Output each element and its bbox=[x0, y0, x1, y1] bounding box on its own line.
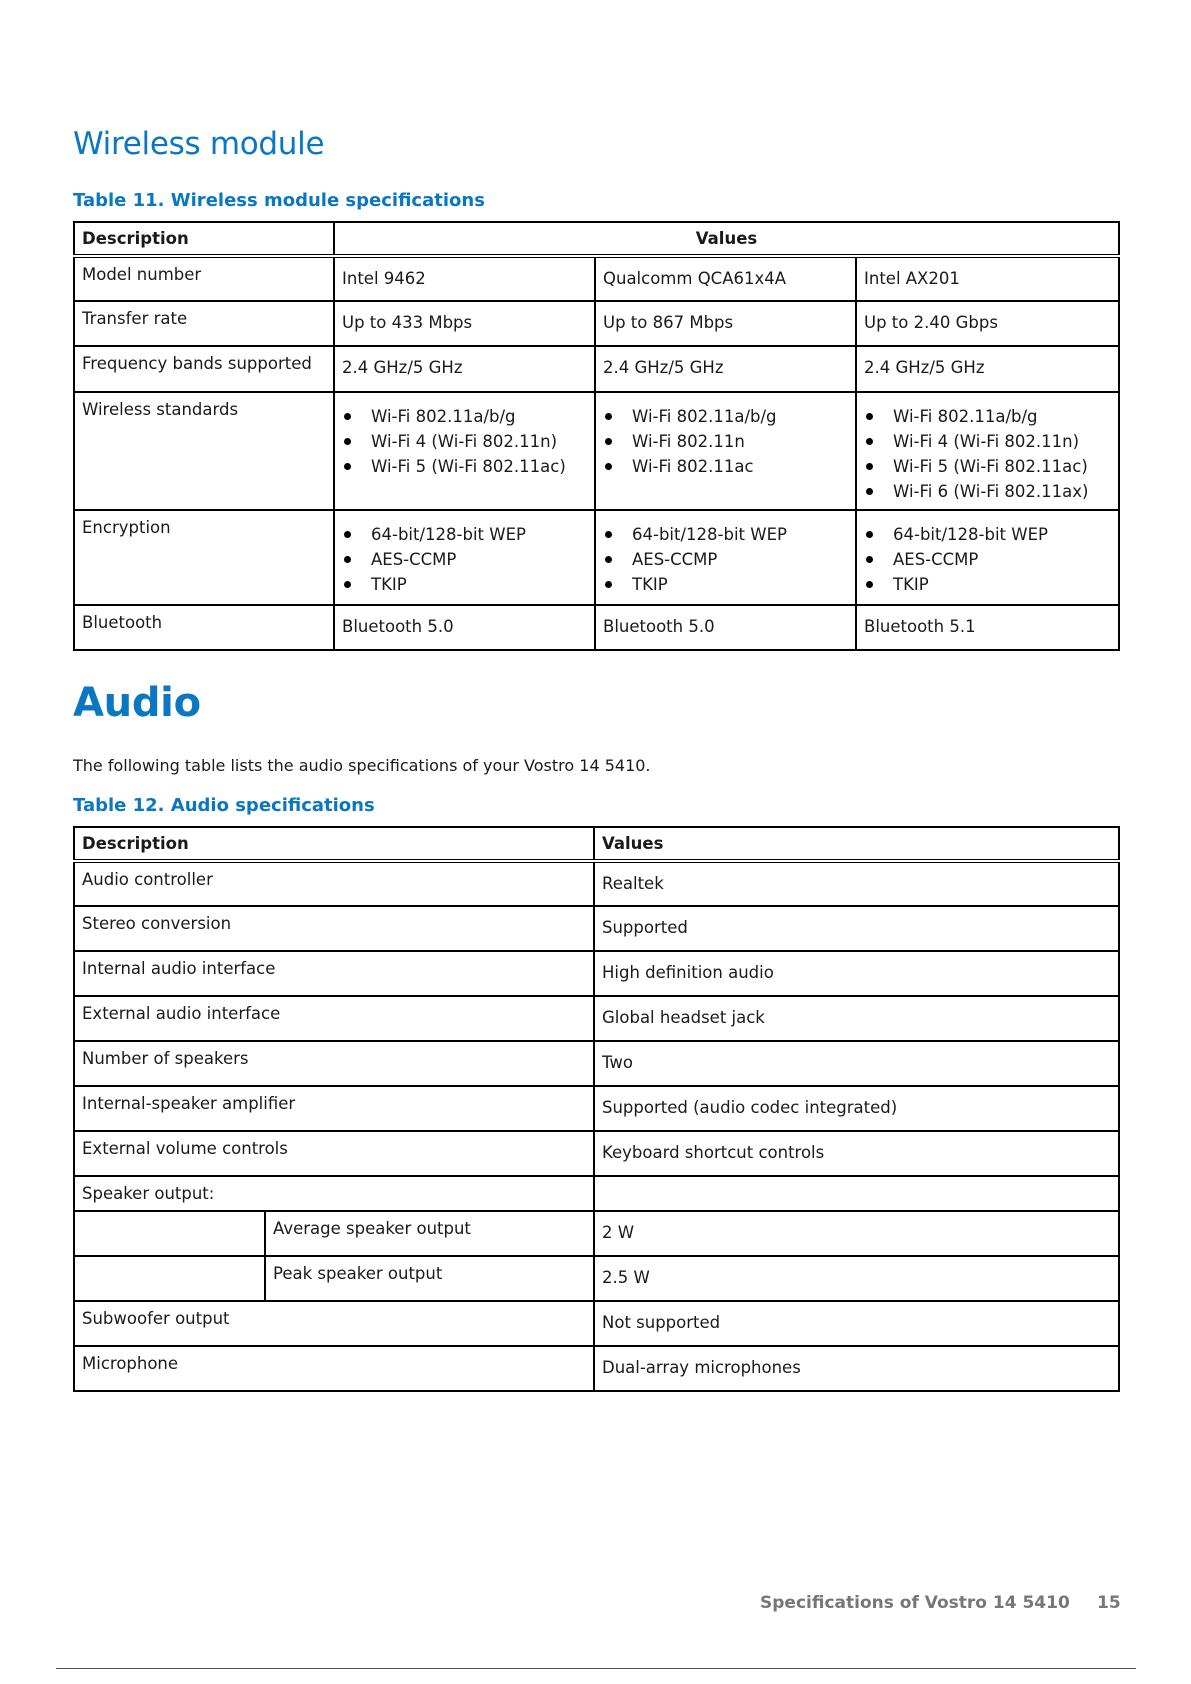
bullet-item: Wi-Fi 5 (Wi-Fi 802.11ac) bbox=[864, 454, 1111, 479]
bullet-item: TKIP bbox=[603, 572, 848, 597]
row-value: Keyboard shortcut controls bbox=[594, 1131, 1119, 1176]
row-value bbox=[594, 1176, 1119, 1211]
row-value bbox=[334, 392, 595, 510]
row-value bbox=[595, 392, 856, 510]
bullet-item: TKIP bbox=[342, 572, 587, 597]
footer-divider bbox=[56, 1668, 1136, 1669]
bullet-list bbox=[864, 522, 1111, 597]
table-header-row bbox=[74, 222, 1119, 256]
row-value: Up to 2.40 Gbps bbox=[856, 301, 1119, 346]
row-value: Dual-array microphones bbox=[594, 1346, 1119, 1391]
wireless-table-caption: Table 11. Wireless module specifications bbox=[73, 190, 485, 211]
footer-section-title: Specifications of Vostro 14 5410 bbox=[760, 1593, 1070, 1613]
row-label: Subwoofer output bbox=[74, 1301, 594, 1346]
table-row bbox=[74, 605, 1119, 650]
row-label: Bluetooth bbox=[74, 605, 334, 650]
bullet-list bbox=[864, 404, 1111, 504]
audio-spec-table bbox=[73, 826, 1120, 1392]
empty-cell bbox=[74, 1211, 265, 1256]
table-header-row bbox=[74, 827, 1119, 861]
table-row bbox=[74, 1041, 1119, 1086]
row-value: Bluetooth 5.0 bbox=[334, 605, 595, 650]
description-header: Description bbox=[74, 222, 334, 256]
table-row bbox=[74, 1131, 1119, 1176]
row-label: Internal-speaker amplifier bbox=[74, 1086, 594, 1131]
row-value: High definition audio bbox=[594, 951, 1119, 996]
empty-cell bbox=[74, 1256, 265, 1301]
table-row bbox=[74, 951, 1119, 996]
table-row bbox=[74, 1346, 1119, 1391]
row-label: Peak speaker output bbox=[265, 1256, 594, 1301]
table-row bbox=[74, 301, 1119, 346]
values-header: Values bbox=[594, 827, 1119, 861]
row-value: 2.4 GHz/5 GHz bbox=[595, 346, 856, 392]
row-value: Not supported bbox=[594, 1301, 1119, 1346]
table-row bbox=[74, 392, 1119, 510]
bullet-item: Wi-Fi 5 (Wi-Fi 802.11ac) bbox=[342, 454, 587, 479]
bullet-item: Wi-Fi 802.11ac bbox=[603, 454, 848, 479]
row-value: Two bbox=[594, 1041, 1119, 1086]
row-value: Up to 433 Mbps bbox=[334, 301, 595, 346]
page-number: 15 bbox=[1097, 1593, 1121, 1613]
row-value: 2.5 W bbox=[594, 1256, 1119, 1301]
row-label: Number of speakers bbox=[74, 1041, 594, 1086]
row-label: Internal audio interface bbox=[74, 951, 594, 996]
bullet-item: Wi-Fi 4 (Wi-Fi 802.11n) bbox=[864, 429, 1111, 454]
bullet-item: AES-CCMP bbox=[342, 547, 587, 572]
row-value bbox=[856, 392, 1119, 510]
values-header: Values bbox=[334, 222, 1119, 256]
bullet-item: AES-CCMP bbox=[603, 547, 848, 572]
row-label: Wireless standards bbox=[74, 392, 334, 510]
table-row bbox=[74, 1086, 1119, 1131]
bullet-item: Wi-Fi 802.11a/b/g bbox=[603, 404, 848, 429]
bullet-item: 64-bit/128-bit WEP bbox=[603, 522, 848, 547]
row-value bbox=[334, 510, 595, 605]
row-value: 2.4 GHz/5 GHz bbox=[334, 346, 595, 392]
row-label: Frequency bands supported bbox=[74, 346, 334, 392]
row-value: 2.4 GHz/5 GHz bbox=[856, 346, 1119, 392]
row-label: External audio interface bbox=[74, 996, 594, 1041]
bullet-item: Wi-Fi 6 (Wi-Fi 802.11ax) bbox=[864, 479, 1111, 504]
table-row bbox=[74, 1211, 1119, 1256]
bullet-item: 64-bit/128-bit WEP bbox=[342, 522, 587, 547]
row-label: Average speaker output bbox=[265, 1211, 594, 1256]
audio-heading: Audio bbox=[73, 680, 201, 726]
bullet-item: TKIP bbox=[864, 572, 1111, 597]
row-value: Up to 867 Mbps bbox=[595, 301, 856, 346]
row-label: Transfer rate bbox=[74, 301, 334, 346]
row-value: Qualcomm QCA61x4A bbox=[595, 256, 856, 301]
audio-intro-text: The following table lists the audio specifications of your Vostro 14 5410. bbox=[73, 756, 651, 775]
row-value: Bluetooth 5.0 bbox=[595, 605, 856, 650]
bullet-list bbox=[603, 522, 848, 597]
table-row bbox=[74, 906, 1119, 951]
row-value: Intel 9462 bbox=[334, 256, 595, 301]
wireless-spec-table bbox=[73, 221, 1120, 651]
row-value: Intel AX201 bbox=[856, 256, 1119, 301]
row-label: Microphone bbox=[74, 1346, 594, 1391]
bullet-item: 64-bit/128-bit WEP bbox=[864, 522, 1111, 547]
row-label: Model number bbox=[74, 256, 334, 301]
bullet-list bbox=[603, 404, 848, 479]
audio-table-caption: Table 12. Audio specifications bbox=[73, 795, 375, 816]
table-row bbox=[74, 1256, 1119, 1301]
row-label: Audio controller bbox=[74, 861, 594, 906]
row-value bbox=[856, 510, 1119, 605]
table-row bbox=[74, 1176, 1119, 1211]
row-value: Bluetooth 5.1 bbox=[856, 605, 1119, 650]
bullet-item: Wi-Fi 802.11a/b/g bbox=[864, 404, 1111, 429]
table-row bbox=[74, 1301, 1119, 1346]
row-label: External volume controls bbox=[74, 1131, 594, 1176]
row-value: Supported bbox=[594, 906, 1119, 951]
bullet-list bbox=[342, 404, 587, 479]
bullet-item: Wi-Fi 802.11a/b/g bbox=[342, 404, 587, 429]
bullet-item: Wi-Fi 4 (Wi-Fi 802.11n) bbox=[342, 429, 587, 454]
table-row bbox=[74, 256, 1119, 301]
bullet-item: Wi-Fi 802.11n bbox=[603, 429, 848, 454]
row-value: Global headset jack bbox=[594, 996, 1119, 1041]
table-row bbox=[74, 346, 1119, 392]
row-value: Realtek bbox=[594, 861, 1119, 906]
row-value bbox=[595, 510, 856, 605]
row-label: Encryption bbox=[74, 510, 334, 605]
description-header: Description bbox=[74, 827, 594, 861]
table-row bbox=[74, 861, 1119, 906]
table-row bbox=[74, 996, 1119, 1041]
wireless-module-heading: Wireless module bbox=[73, 126, 325, 162]
bullet-list bbox=[342, 522, 587, 597]
row-value: Supported (audio codec integrated) bbox=[594, 1086, 1119, 1131]
bullet-item: AES-CCMP bbox=[864, 547, 1111, 572]
row-label: Speaker output: bbox=[74, 1176, 594, 1211]
row-label: Stereo conversion bbox=[74, 906, 594, 951]
row-value: 2 W bbox=[594, 1211, 1119, 1256]
table-row bbox=[74, 510, 1119, 605]
